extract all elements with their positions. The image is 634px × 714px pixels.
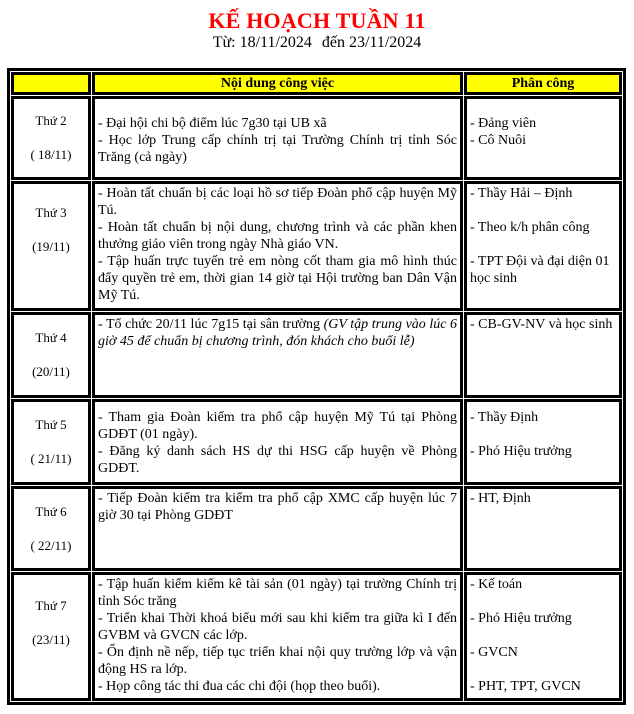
content-item: - Tập huấn kiểm kiểm kê tài sản (01 ngày) tại trường Chính trị tỉnh Sóc trăng [98, 577, 457, 610]
content-item: - Triển khai Thời khoá biểu mới sau khi kiểm tra giữa kì I đến GVBM và GVCN các lớp. [98, 611, 457, 644]
content-item: - Học lớp Trung cấp chính trị tại Trường Chính trị tỉnh Sóc Trăng (cả ngày) [98, 133, 457, 165]
content-item: - Tiếp Đoàn kiểm tra kiểm tra phổ cập XMC cấp huyện lúc 7 giờ 30 tại Phòng GDĐT [98, 490, 457, 523]
day-cell [11, 312, 91, 398]
content-item: - Tham gia Đoàn kiểm tra phổ cập huyện Mỹ Tú tại Phòng GDĐT (01 ngày). [98, 409, 457, 442]
assign-item: - HT, Định [470, 490, 531, 506]
day-cell [11, 572, 91, 701]
day-date: (23/11) [32, 632, 70, 648]
day-date: (20/11) [32, 364, 70, 380]
assign-item: - Theo k/h phân công [470, 219, 590, 235]
content-cell [92, 96, 463, 180]
assign-cell [464, 312, 622, 398]
header-day [11, 72, 91, 95]
content-note-italic: (GV tập trung vào lúc 6 giờ 45 để chuẩn bị chương trình, đón khách cho buổi lễ) [98, 317, 457, 350]
date-range [0, 34, 634, 52]
table-header-row [11, 72, 622, 95]
schedule-table-wrapper [7, 68, 626, 705]
content-cell [92, 181, 463, 312]
assign-item: - PHT, TPT, GVCN [470, 679, 581, 695]
day-name: Thứ 4 [35, 330, 67, 346]
day-name: Thứ 5 [35, 416, 67, 432]
header-assign: Phân công [464, 72, 622, 95]
header-content: Nội dung công việc [92, 72, 463, 95]
date-from: Từ: 18/11/2024 [212, 34, 312, 51]
content-cell [92, 486, 463, 572]
assign-cell [464, 486, 622, 572]
assign-item: - Kế toán [470, 577, 523, 593]
assign-cell [464, 96, 622, 180]
day-date: (19/11) [32, 238, 70, 254]
content-item: - Đại hội chi bộ điểm lúc 7g30 tại UB xã [98, 116, 327, 131]
day-date: ( 22/11) [30, 537, 72, 553]
content-item: - Hoàn tất chuẩn bị các loại hồ sơ tiếp Đoàn phổ cập huyện Mỹ Tú. [98, 185, 457, 218]
day-cell [11, 399, 91, 485]
assign-item: - Phó Hiệu trưởng [470, 611, 572, 627]
day-date: ( 21/11) [30, 450, 72, 466]
assign-item: - CB-GV-NV và học sinh [470, 317, 613, 333]
day-name: Thứ 7 [35, 598, 67, 614]
content-cell [92, 312, 463, 398]
table-row [11, 486, 622, 572]
assign-cell [464, 181, 622, 312]
content-item: - Hoàn tất chuẩn bị nội dung, chương trình và các phần khen thưởng giáo viên trong ngày Nhà giáo VN. [98, 219, 457, 252]
day-cell [11, 181, 91, 312]
schedule-table [10, 71, 623, 702]
assign-item: - Phó Hiệu trưởng [470, 443, 572, 459]
day-name: Thứ 3 [35, 204, 67, 220]
day-cell [11, 96, 91, 180]
table-row [11, 399, 622, 485]
day-cell [11, 486, 91, 572]
date-to: đến 23/11/2024 [321, 34, 422, 51]
assign-item: - TPT Đội và đại diện 01 học sinh [470, 253, 610, 286]
content-item: - Đăng ký danh sách HS dự thi HSG cấp huyện về Phòng GDĐT. [98, 443, 457, 476]
assign-cell [464, 399, 622, 485]
assign-item: - Đảng viên [470, 116, 537, 131]
assign-item: - Cô Nuôi [470, 133, 526, 148]
table-row [11, 572, 622, 701]
content-item: - Tổ chức 20/11 lúc 7g15 tại sân trường [98, 317, 324, 333]
table-row [11, 181, 622, 312]
assign-item: - Thầy Hải – Định [470, 185, 573, 201]
content-item: - Ổn định nề nếp, tiếp tục triển khai nội quy trường lớp và vận động HS ra lớp. [98, 645, 457, 678]
day-name: Thứ 6 [35, 503, 67, 519]
content-cell [92, 572, 463, 701]
content-item: - Họp công tác thi đua các chi đội (họp theo buổi). [98, 679, 381, 695]
page-title: KẾ HOẠCH TUẦN 11 [208, 8, 426, 33]
assign-item: - Thầy Định [470, 409, 539, 425]
assign-cell [464, 572, 622, 701]
assign-item: - GVCN [470, 645, 518, 661]
content-cell [92, 399, 463, 485]
day-name: Thứ 2 [35, 112, 67, 128]
table-row [11, 96, 622, 180]
day-date: ( 18/11) [30, 146, 72, 162]
table-row [11, 312, 622, 398]
content-item: - Tập huấn trực tuyến trẻ em nòng cốt tham gia mô hình thúc đẩy quyền trẻ em, thời gian 14 giờ tại Hội trường ban Dân Vận Mỹ Tú. [98, 253, 457, 303]
